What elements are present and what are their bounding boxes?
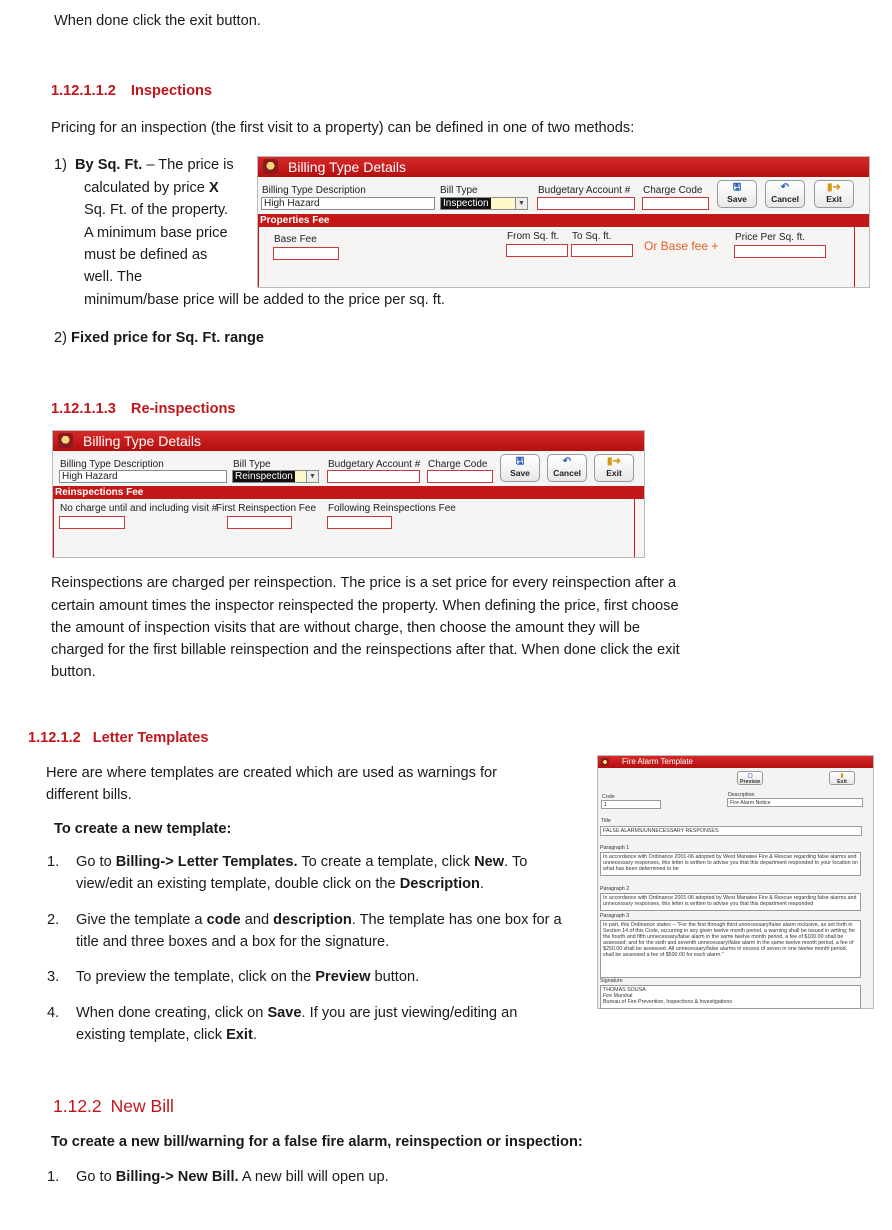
exit-icon: ▮➜ <box>827 182 841 193</box>
section-number: 1.12.1.1.3 <box>51 401 116 417</box>
to-sqft-field[interactable] <box>571 244 633 257</box>
template-titlebar <box>598 756 873 768</box>
paragraph3-label: Paragraph 3 <box>600 913 630 919</box>
panel-title: Billing Type Details <box>288 159 407 175</box>
section-number: 1.12.2 <box>53 1096 102 1116</box>
reinspection-para-line3: the amount of inspection visits that are without charge, then choose the amount they will be <box>51 620 640 636</box>
step-number: 1. <box>47 854 60 870</box>
step2-line2: title and three boxes and a box for the signature. <box>76 934 390 950</box>
signature-name: THOMAS SOUSA <box>603 987 646 993</box>
following-reinspections-fee-field[interactable] <box>327 516 392 529</box>
step3-line1: To preview the template, click on the Preview button. <box>76 969 420 985</box>
preview-button[interactable]: ▢ Preview <box>737 771 763 785</box>
no-charge-field[interactable] <box>59 516 125 529</box>
item1-line2: calculated by price X <box>84 180 219 196</box>
base-fee-label: Base Fee <box>274 234 317 245</box>
charge-code-field[interactable] <box>642 197 709 210</box>
save-button[interactable]: 🖫 Save <box>717 180 757 208</box>
step2-line1: Give the template a code and description. The template has one box for a <box>76 912 562 928</box>
exit-icon: ▮ <box>840 773 844 779</box>
code-field[interactable]: 1 <box>601 800 661 809</box>
following-reinspections-fee-label: Following Reinspections Fee <box>328 503 456 514</box>
fire-dept-logo-icon <box>58 433 73 448</box>
description-field[interactable]: Fire Alarm Notice <box>727 798 863 807</box>
signature-label: Signature <box>600 978 623 984</box>
first-reinspection-fee-field[interactable] <box>227 516 292 529</box>
code-label: Code <box>602 794 615 800</box>
signature-bureau: Bureau of Fire Prevention, Inspections & Investigations <box>603 999 732 1005</box>
letters-intro-line1: Here are where templates are created which are used as warnings for <box>46 765 498 781</box>
billing-type-panel-reinspection <box>52 430 645 558</box>
panel-titlebar <box>258 157 869 177</box>
step1-line2: view/edit an existing template, double click on the Description. <box>76 876 485 892</box>
desc-label: Billing Type Description <box>60 459 164 470</box>
new-bill-heading <box>53 1096 174 1117</box>
chevron-down-icon[interactable]: ▼ <box>515 198 527 209</box>
section-number: 1.12.1.2 <box>28 730 81 746</box>
letters-intro-line2: different bills. <box>46 787 132 803</box>
cancel-button[interactable]: ↶ Cancel <box>765 180 805 208</box>
step4-line2: existing template, click Exit. <box>76 1027 257 1043</box>
price-per-sqft-field[interactable] <box>734 245 826 258</box>
bill-type-select[interactable]: Reinspection ▼ <box>232 470 319 483</box>
step4-line1: When done creating, click on Save. If you are just viewing/editing an <box>76 1005 518 1021</box>
reinspection-para-line5: button. <box>51 664 96 680</box>
or-base-fee-text: Or Base fee + <box>644 239 719 253</box>
price-per-sqft-label: Price Per Sq. ft. <box>735 232 806 243</box>
inspections-heading <box>51 83 212 99</box>
section-title: Inspections <box>130 83 213 99</box>
budget-field[interactable] <box>327 470 420 483</box>
first-reinspection-fee-label: First Reinspection Fee <box>216 503 317 514</box>
letter-templates-heading <box>28 730 208 746</box>
fire-alarm-template-window <box>597 755 874 1009</box>
reinspection-para-line1: Reinspections are charged per reinspection. The price is a set price for every reinspection after a <box>51 575 677 591</box>
item2: 2) Fixed price for Sq. Ft. range <box>54 330 265 346</box>
item1-line7: minimum/base price will be added to the price per sq. ft. <box>84 292 445 308</box>
bill-type-label: Bill Type <box>233 459 271 470</box>
step-number: 2. <box>47 912 60 928</box>
item1-line3: Sq. Ft. of the property. <box>84 202 229 218</box>
step-number: 3. <box>47 969 60 985</box>
newbill-step1: Go to Billing-> New Bill. A new bill will open up. <box>76 1169 389 1185</box>
desc-label: Billing Type Description <box>262 185 366 196</box>
no-charge-label: No charge until and including visit # <box>60 503 218 514</box>
save-icon: 🖫 <box>732 182 742 193</box>
to-sqft-label: To Sq. ft. <box>572 231 612 242</box>
paragraph1-label: Paragraph 1 <box>600 845 630 851</box>
fire-dept-logo-icon <box>601 758 609 766</box>
create-template-heading: To create a new template: <box>54 821 232 837</box>
paragraph3-field[interactable]: In part, this Ordinance states -- "For the first through third unnecessary/false alarm inclusive, as set forth in Section 14 of this Code, occurring in any given twelve month period, a warning shall be issued in writing; for the fourth and fifth unnecessary/false alarm in the same twelve month period, a fee of $100.00 shall be assessed; and for the sixth and seventh unnecessary/false alarm in the same twelve month period, a fee of $250.00 shall be assessed. All unnecessary/false alarms in excess of seven in one twelve month period, shall be assessed a fee of $500.00 for each alarm." <box>600 920 861 978</box>
item1-num: 1) <box>54 157 67 173</box>
from-sqft-label: From Sq. ft. <box>507 231 560 242</box>
chevron-down-icon[interactable]: ▼ <box>306 471 318 482</box>
exit-button[interactable]: ▮➜ Exit <box>814 180 854 208</box>
budget-label: Budgetary Account # <box>328 459 421 470</box>
paragraph1-field[interactable]: In accordance with Ordinance 2001-06 adopted by West Manatee Fire & Rescue regarding false alarms and unnecessary responses, this letter is written to advise you that this department responded to your location on what has been determined to be <box>600 852 861 876</box>
step-number: 1. <box>47 1169 60 1185</box>
title-field[interactable]: FALSE ALARMS/UNNECESSARY RESPONSES <box>600 826 862 836</box>
desc-field[interactable]: High Hazard <box>261 197 435 210</box>
step-number: 4. <box>47 1005 60 1021</box>
properties-fee-bar: Properties Fee <box>258 214 869 227</box>
section-number: 1.12.1.1.2 <box>51 83 116 99</box>
step1-line1: Go to Billing-> Letter Templates. To create a template, click New. To <box>76 854 528 870</box>
base-fee-field[interactable] <box>273 247 339 260</box>
reinspections-heading <box>51 401 236 417</box>
reinspection-para-line2: certain amount times the inspector reinspected the property. When defining the price, first choose <box>51 598 679 614</box>
bill-type-select[interactable]: Inspection ▼ <box>440 197 528 210</box>
panel-titlebar <box>53 431 644 451</box>
cancel-button[interactable]: ↶ Cancel <box>547 454 587 482</box>
signature-title: Fire Marshal <box>603 993 633 999</box>
undo-icon: ↶ <box>562 456 572 467</box>
budget-label: Budgetary Account # <box>538 185 631 196</box>
budget-field[interactable] <box>537 197 635 210</box>
reinspection-para-line4: charged for the first billable reinspection and the reinspections after that. When done click the exit <box>51 642 680 658</box>
signature-field[interactable] <box>600 985 861 1009</box>
save-icon: 🖫 <box>515 456 525 467</box>
save-button[interactable]: 🖫 Save <box>500 454 540 482</box>
section-title: New Bill <box>110 1096 174 1116</box>
undo-icon: ↶ <box>780 182 790 193</box>
charge-code-label: Charge Code <box>428 459 488 470</box>
section-title: Letter Templates <box>92 730 209 746</box>
preview-icon: ▢ <box>747 773 753 779</box>
title-label: Title <box>601 818 611 824</box>
charge-code-label: Charge Code <box>643 185 703 196</box>
reinspections-fee-bar: Reinspections Fee <box>53 486 644 499</box>
bill-type-label: Bill Type <box>440 185 478 196</box>
item1-line5: must be defined as <box>84 247 208 263</box>
paragraph2-label: Paragraph 2 <box>600 886 630 892</box>
inspections-intro: Pricing for an inspection (the first visit to a property) can be defined in one of two methods: <box>51 120 635 136</box>
billing-type-panel-inspection <box>257 156 870 288</box>
exit-button[interactable]: ▮➜ Exit <box>594 454 634 482</box>
item1-line4: A minimum base price <box>84 225 228 241</box>
charge-code-field[interactable] <box>427 470 493 483</box>
exit-button[interactable]: ▮ Exit <box>829 771 855 785</box>
exit-icon: ▮➜ <box>607 456 621 467</box>
item1-line1: By Sq. Ft. – The price is <box>75 157 234 173</box>
create-bill-heading: To create a new bill/warning for a false fire alarm, reinspection or inspection: <box>51 1134 583 1150</box>
from-sqft-field[interactable] <box>506 244 568 257</box>
section-title: Re-inspections <box>130 401 236 417</box>
desc-field[interactable]: High Hazard <box>59 470 227 483</box>
template-title: Fire Alarm Template <box>622 757 693 766</box>
item1-line6: well. The <box>84 269 143 285</box>
paragraph2-field[interactable]: In accordance with Ordinance 2001-06 adopted by West Manatee Fire & Rescue regarding false alarms and unnecessary responses, this letter is written to advise you that this department responded <box>600 893 861 911</box>
intro-line: When done click the exit button. <box>54 13 261 29</box>
panel-title: Billing Type Details <box>83 433 202 449</box>
description-label: Description <box>728 792 755 798</box>
fire-dept-logo-icon <box>263 159 278 174</box>
